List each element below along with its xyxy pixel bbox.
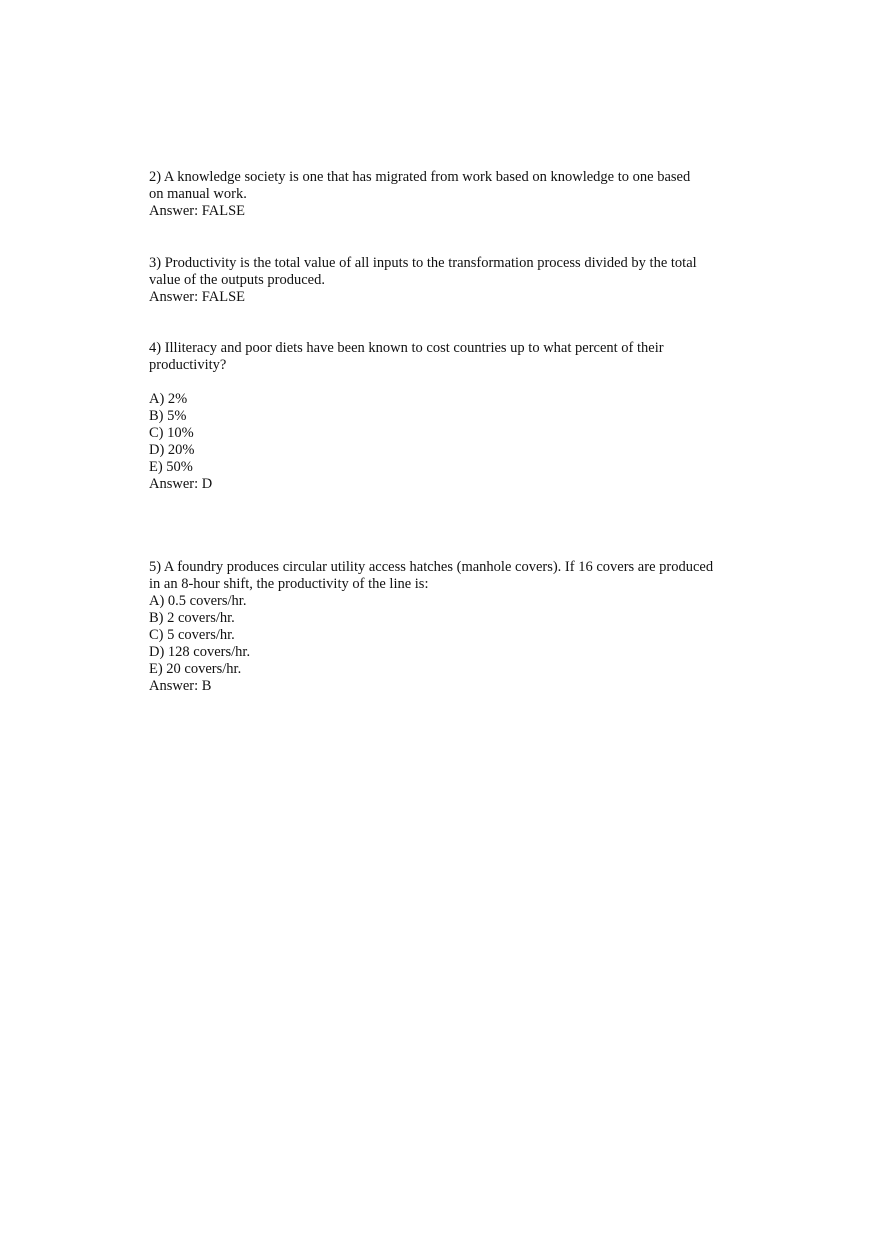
option-c: C) 10% <box>149 425 194 441</box>
question-text-line: 3) Productivity is the total value of all inputs to the transformation process divided by the total <box>149 255 697 271</box>
answer-options <box>149 593 749 678</box>
question-2 <box>149 169 749 220</box>
question-text-line: on manual work. <box>149 186 247 202</box>
option-b: B) 5% <box>149 408 187 424</box>
option-c: C) 5 covers/hr. <box>149 627 235 643</box>
question-text-line: in an 8-hour shift, the productivity of the line is: <box>149 576 429 592</box>
option-e: E) 50% <box>149 459 193 475</box>
option-d: D) 20% <box>149 442 195 458</box>
answer-text: Answer: B <box>149 678 212 694</box>
spacer <box>149 374 749 391</box>
answer-text: Answer: D <box>149 476 213 492</box>
question-text-line: 5) A foundry produces circular utility access hatches (manhole covers). If 16 covers are produced <box>149 559 714 575</box>
option-b: B) 2 covers/hr. <box>149 610 235 626</box>
question-3 <box>149 255 749 306</box>
question-text-line: 2) A knowledge society is one that has migrated from work based on knowledge to one based <box>149 169 691 185</box>
answer-text: Answer: FALSE <box>149 203 245 219</box>
option-a: A) 0.5 covers/hr. <box>149 593 247 609</box>
question-text-line: 4) Illiteracy and poor diets have been known to cost countries up to what percent of their <box>149 340 664 356</box>
question-text-line: productivity? <box>149 357 227 373</box>
option-a: A) 2% <box>149 391 188 407</box>
option-d: D) 128 covers/hr. <box>149 644 251 660</box>
question-text-line: value of the outputs produced. <box>149 272 325 288</box>
answer-options <box>149 391 749 476</box>
question-5 <box>149 559 749 695</box>
question-4 <box>149 340 749 493</box>
answer-text: Answer: FALSE <box>149 289 245 305</box>
option-e: E) 20 covers/hr. <box>149 661 242 677</box>
